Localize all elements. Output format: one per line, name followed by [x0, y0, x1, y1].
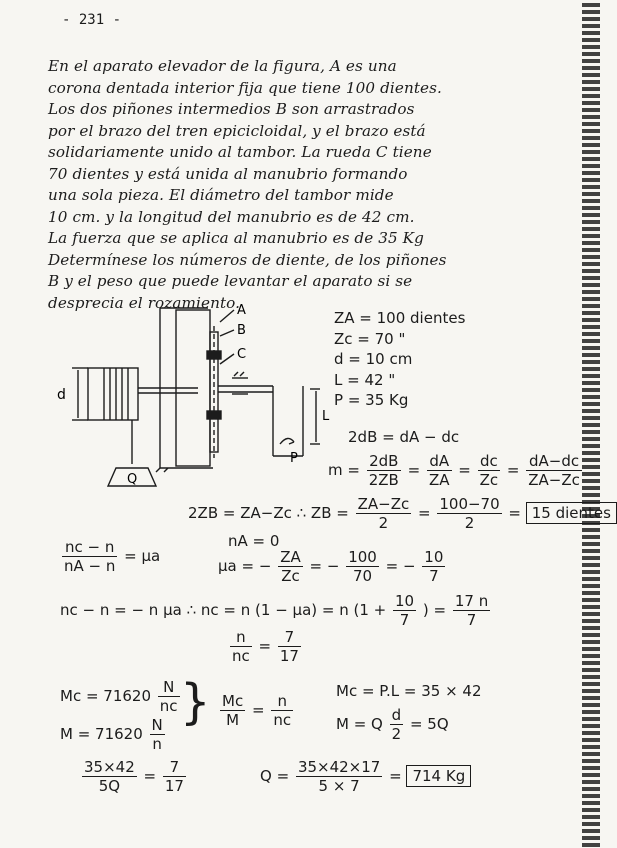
- label-A: A: [237, 303, 246, 318]
- eq-module: m = $\frac{2dB}{2ZB}$ = $\frac{dA}{ZA}$ = $\frac{dc}{Zc}$ = $\frac{dA-dc}{ZA-Zc}$: [328, 452, 580, 489]
- label-Q: Q: [127, 472, 138, 487]
- problem-line: desprecia el rozamiento.: [48, 293, 241, 312]
- eq-mua: μa = − $\frac{ZA}{Zc}$ = − $\frac{100}{70}$ = − $\frac{10}{7}$: [218, 548, 444, 585]
- eq-torque-ratio: $\frac{Mc}{M}$ = $\frac{n}{nc}$: [222, 692, 292, 729]
- eq-m-value: M = Q $\frac{d}{2}$ = 5Q: [336, 706, 449, 743]
- brace: }: [180, 674, 211, 730]
- problem-line: Determínese los números de diente, de los piñones: [48, 250, 447, 269]
- given-p: P = 35 Kg: [334, 391, 409, 409]
- problem-line: Los dos piñones intermedios B son arrastrados: [48, 100, 415, 118]
- problem-line: solidariamente unido al tambor. La rueda C tiene: [48, 143, 432, 161]
- problem-statement: [48, 56, 568, 314]
- eq-diameters: 2dB = dA − dc: [348, 428, 460, 446]
- problem-line: corona dentada interior fija que tiene 100 dientes.: [48, 78, 442, 97]
- problem-line: 10 cm. y la longitud del manubrio es de 42 cm.: [48, 207, 415, 226]
- eq-speed-ratio: $\frac{n}{nc}$ = $\frac{7}{17}$: [232, 628, 299, 665]
- eq-na-zero: nA = 0: [228, 532, 280, 550]
- page-number: - 231 -: [62, 12, 122, 28]
- label-C: C: [237, 347, 247, 362]
- eq-mc-value: Mc = P.L = 35 × 42: [336, 682, 482, 700]
- problem-line: una sola pieza. El diámetro del tambor mide: [48, 186, 394, 204]
- label-L: L: [322, 409, 330, 424]
- problem-line: B y el peso que puede levantar el aparato si se: [48, 272, 413, 290]
- label-P: P: [290, 451, 298, 466]
- eq-mc-power: Mc = 71620 $\frac{N}{nc}$: [60, 678, 178, 715]
- eq-final-ratio: $\frac{35\times 42}{5Q}$ = $\frac{7}{17}$: [84, 758, 184, 795]
- problem-line: En el aparato elevador de la figura, A es una: [48, 57, 397, 75]
- label-B: B: [237, 323, 246, 338]
- hoist-mechanism-figure: [48, 296, 338, 496]
- eq-willis: $\frac{nc - n}{nA - n}$ = μa: [64, 538, 161, 575]
- problem-line: 70 dientes y está unida al manubrio formando: [48, 164, 408, 183]
- result-zb: 15 dientes: [526, 502, 617, 524]
- problem-line: por el brazo del tren epicicloidal, y el brazo está: [48, 121, 426, 140]
- eq-m-power: M = 71620 $\frac{N}{n}$: [60, 716, 163, 753]
- binding-holes: [582, 0, 600, 848]
- label-d: d: [57, 387, 66, 403]
- given-values: [334, 308, 465, 411]
- given-zc: Zc = 70 ": [334, 329, 406, 348]
- eq-nc: nc − n = − n μa ∴ nc = n (1 − μa) = n (1 + $\frac{10}{7}$ ) = $\frac{17 n}{7}$: [60, 592, 489, 629]
- result-q: 714 Kg: [406, 765, 471, 787]
- drum: [88, 368, 138, 420]
- given-za: ZA = 100 dientes: [334, 309, 466, 327]
- problem-line: La fuerza que se aplica al manubrio es de 35 Kg: [48, 229, 424, 247]
- eq-zb: 2ZB = ZA−Zc ∴ ZB = $\frac{ZA-Zc}{2}$ = $\frac{100-70}{2}$ = 15 dientes: [188, 495, 617, 532]
- given-l: L = 42 ": [334, 370, 396, 389]
- eq-q-result: Q = $\frac{35\times 42\times 17}{5 \times 7}$ = 714 Kg: [260, 758, 471, 795]
- given-d: d = 10 cm: [334, 350, 413, 368]
